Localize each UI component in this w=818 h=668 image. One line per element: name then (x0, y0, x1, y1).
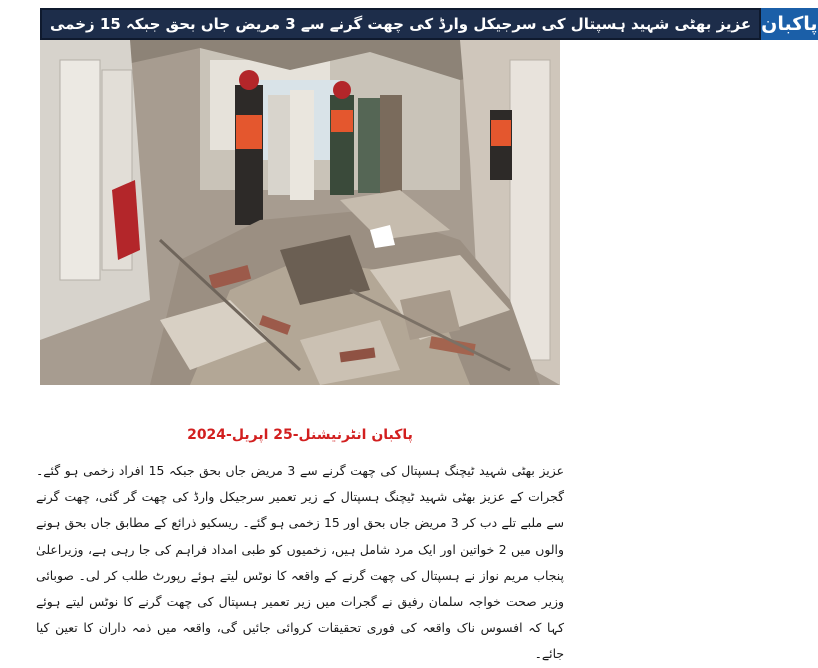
news-photo (40, 40, 560, 385)
article-body: عزیز بھٹی شہید ٹیچنگ ہسپتال کی چھت گرنے سے 3 مریض جاں بحق جبکہ 15 افراد زخمی ہو گئے۔ گجرات کے عزیز بھٹی شہید ٹیچنگ ہسپتال کے زیر تعمیر سرجیکل وارڈ کی چھت گر گئی، چھت گرنے سے ملبے تلے دب کر 3 مریض جاں بحق اور 15 زخمی ہو گئے۔ ریسکیو ذرائع کے مطابق جاں بحق ہونے والوں میں 2 خواتین اور ایک مرد شامل ہیں، زخمیوں کو طبی امداد فراہم کی جا رہی ہے، وزیراعلیٰ پنجاب مریم نواز نے ہسپتال کی چھت گرنے کے واقعہ کا نوٹس لیتے ہوئے رپورٹ طلب کر لی۔ صوبائی وزیر صحت خواجہ سلمان رفیق نے گجرات میں زیر تعمیر ہسپتال کی چھت گرنے کا نوٹس لیتے ہوئے کہا کہ افسوس ناک واقعہ کی فوری تحقیقات کروائی جائیں گی، واقعہ میں ذمہ داران کا تعین کیا جائے۔ (36, 463, 564, 662)
wall-panel (510, 60, 550, 360)
brand-logo: پاکبان (761, 8, 817, 40)
wall-panel (60, 60, 100, 280)
dateline: پاکبان انٹرنیشنل-25 اپریل-2024 (187, 427, 413, 443)
collapsed-ceiling-photo (40, 40, 560, 385)
header-banner (40, 8, 818, 40)
headline: عزیز بھٹی شہید ہسپتال کی سرجیکل وارڈ کی چھت گرنے سے 3 مریض جاں بحق جبکہ 15 زخمی (40, 8, 761, 40)
